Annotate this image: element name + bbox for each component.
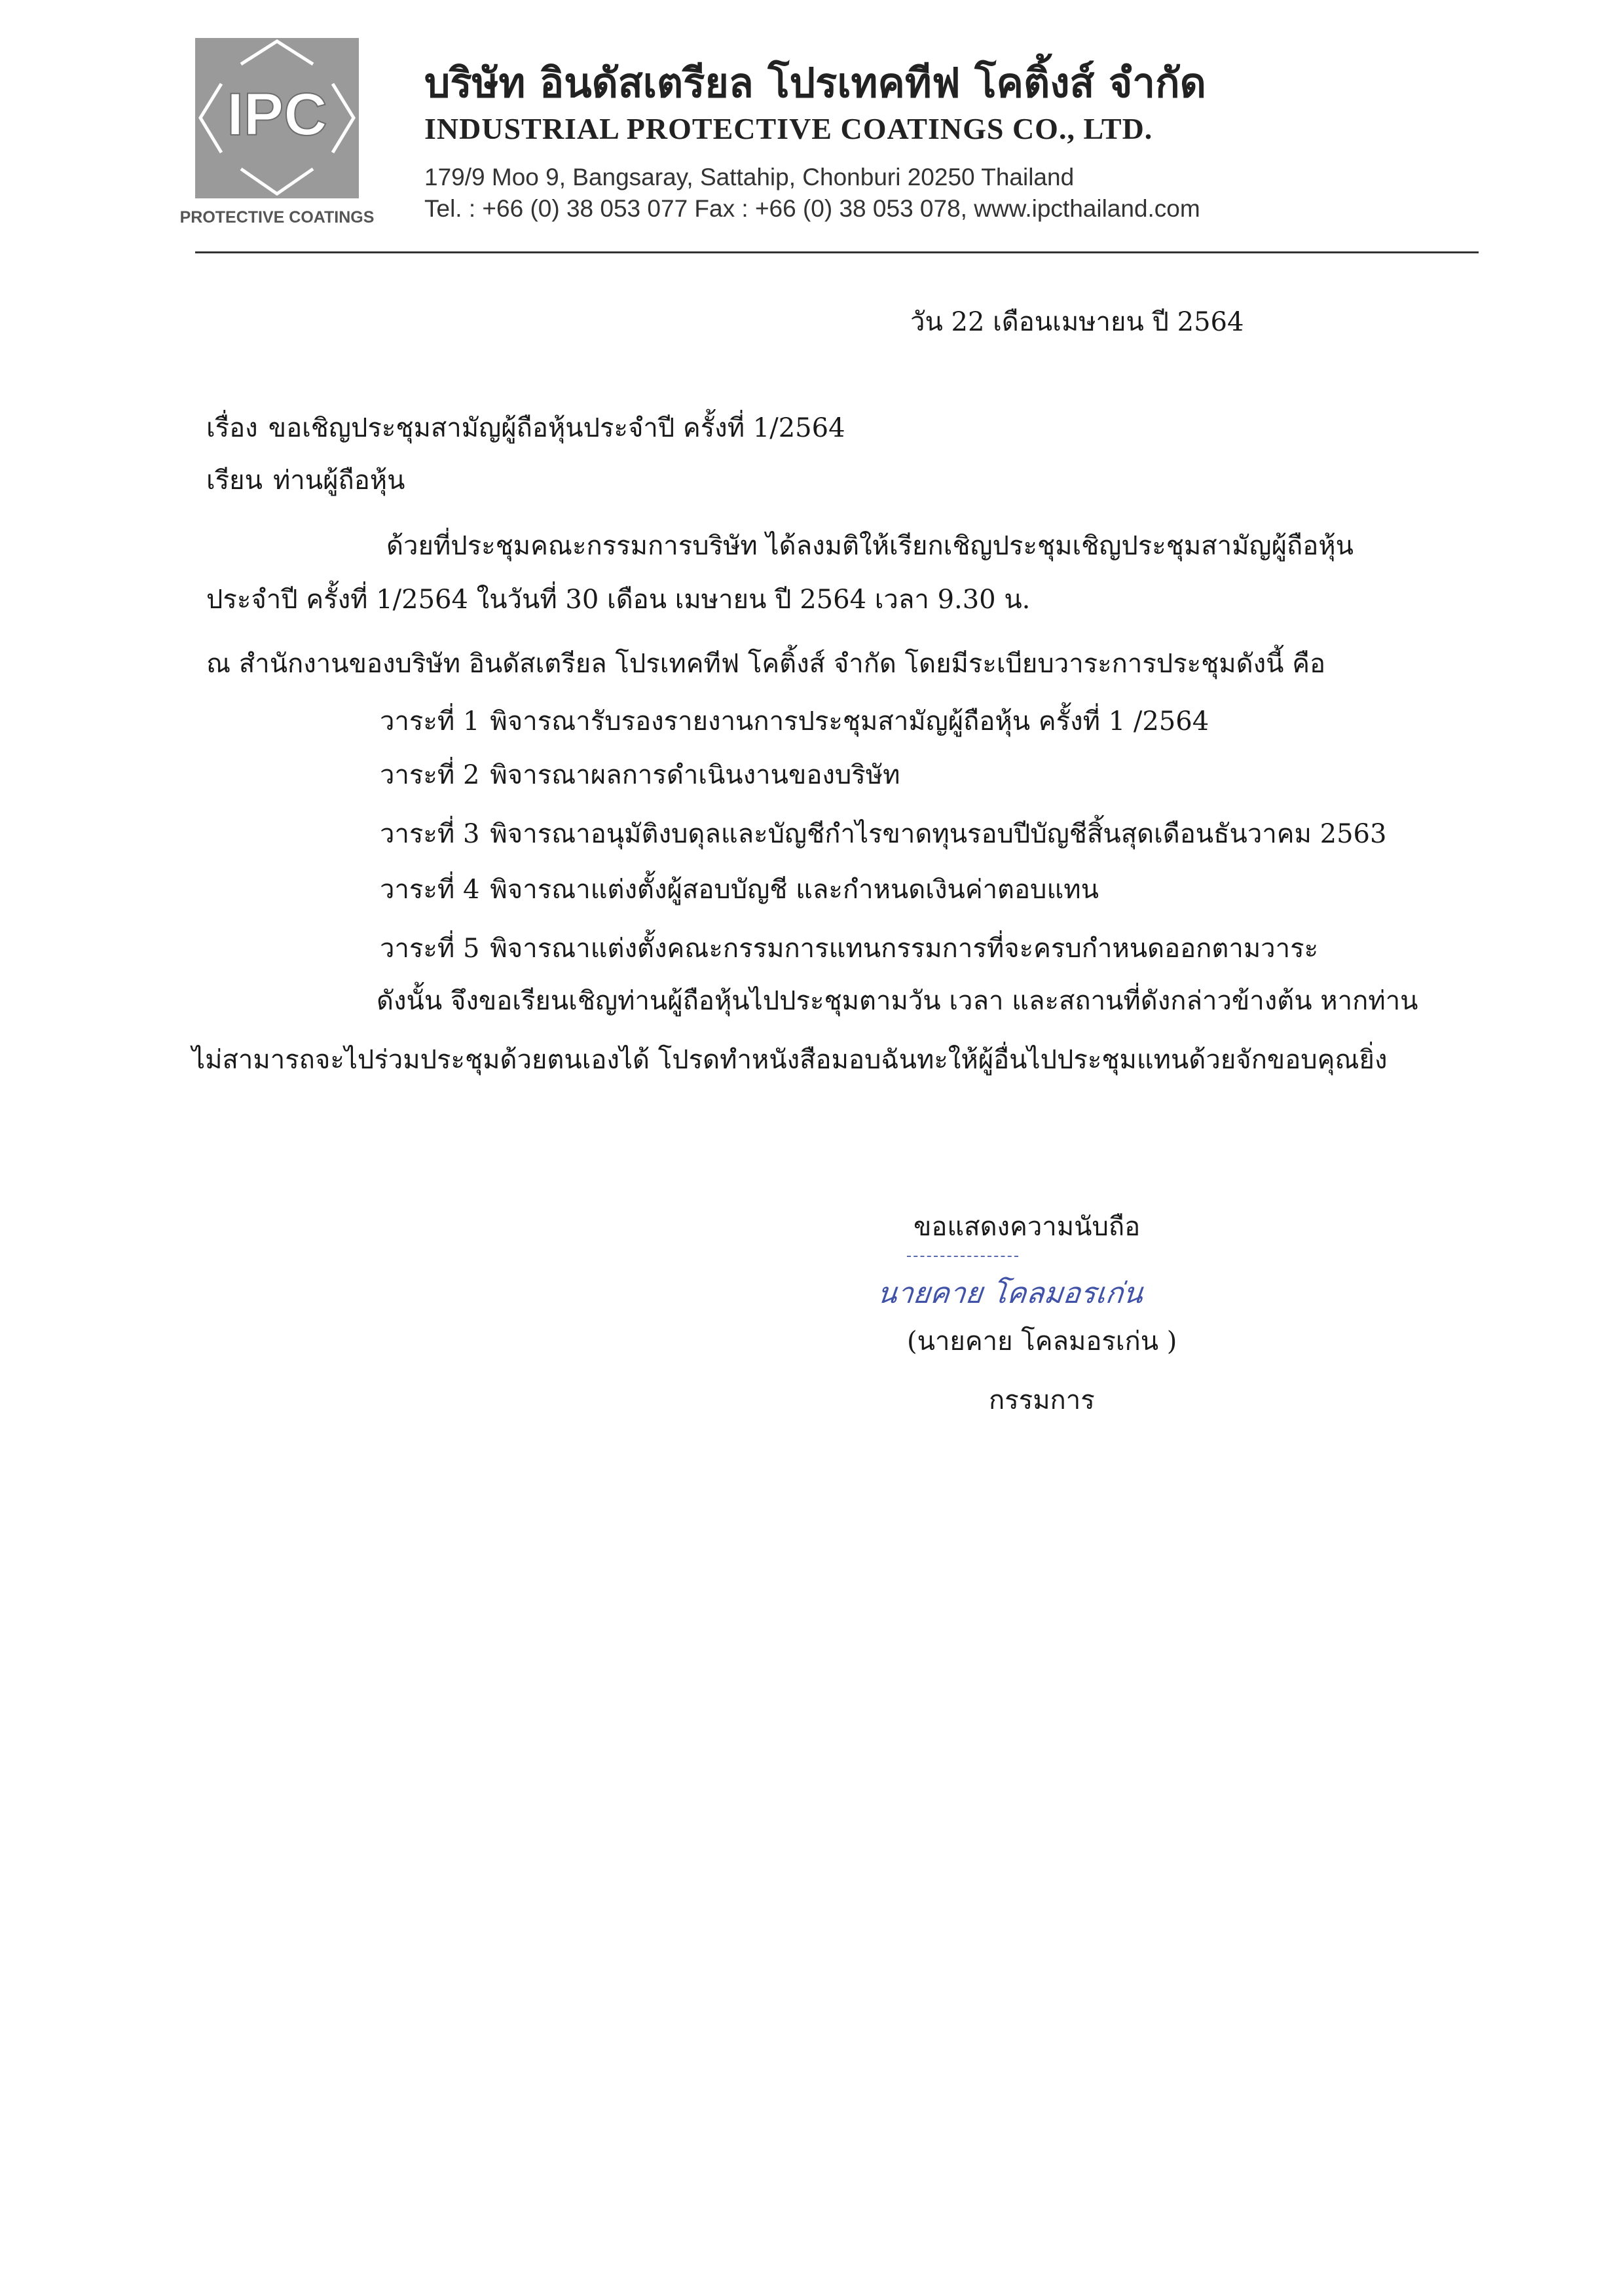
ipc-logo-graphic [179, 38, 375, 228]
signature-mark [907, 1256, 1018, 1257]
paragraph-1-line-3: ณ สำนักงานของบริษัท อินดัสเตรียล โปรเทคทีฟ โคติ้งส์ จำกัด โดยมีระเบียบวาระการประชุมดังนี้ คือ [206, 649, 1326, 679]
agenda-item [380, 759, 900, 791]
paragraph-1-line-1: ด้วยที่ประชุมคณะกรรมการบริษัท ได้ลงมติให้เรียกเชิญประชุมเชิญประชุมสามัญผู้ถือหุ้น [386, 531, 1354, 561]
company-address: 179/9 Moo 9, Bangsaray, Sattahip, Chonburi 20250 Thailand [424, 164, 1075, 191]
subject-text: ขอเชิญประชุมสามัญผู้ถือหุ้นประจำปี ครั้งที่ 1/2564 [268, 413, 845, 443]
signer-name: (นายคาย โคลมอรเก่น ) [907, 1326, 1177, 1357]
company-logo [179, 38, 375, 228]
agenda-label: วาระที่ 1 [380, 706, 480, 737]
paragraph-1-line-2: ประจำปี ครั้งที่ 1/2564 ในวันที่ 30 เดือน เมษายน ปี 2564 เวลา 9.30 น. [206, 585, 1031, 615]
agenda-item [380, 706, 1209, 737]
paragraph-2-line-1: ดังนั้น จึงขอเรียนเชิญท่านผู้ถือหุ้นไปประชุมตามวัน เวลา และสถานที่ดังกล่าวข้างต้น หากท่าน [377, 986, 1418, 1016]
agenda-item [380, 874, 1099, 905]
logo-tagline: PROTECTIVE COATINGS [179, 208, 375, 227]
agenda-label: วาระที่ 3 [380, 819, 480, 849]
recipient-text: ท่านผู้ถือหุ้น [272, 465, 405, 496]
agenda-item [380, 933, 1318, 964]
signer-title: กรรมการ [989, 1385, 1095, 1415]
handwritten-signature: นายคาย โคลมอรเก่น [876, 1277, 1145, 1310]
agenda-text: พิจารณาแต่งตั้งคณะกรรมการแทนกรรมการที่จะครบกำหนดออกตามวาระ [490, 934, 1319, 964]
agenda-label: วาระที่ 4 [380, 875, 480, 905]
agenda-text: พิจารณาแต่งตั้งผู้สอบบัญชี และกำหนดเงินค่าตอบแทน [490, 875, 1099, 905]
agenda-label: วาระที่ 5 [380, 934, 480, 964]
agenda-text: พิจารณาอนุมัติงบดุลและบัญชีกำไรขาดทุนรอบปีบัญชีสิ้นสุดเดือนธันวาคม 2563 [490, 819, 1387, 849]
logo-text: IPC [227, 81, 327, 148]
agenda-text: พิจารณารับรองรายงานการประชุมสามัญผู้ถือหุ้น ครั้งที่ 1 /2564 [490, 706, 1209, 737]
letter-date: วัน 22 เดือนเมษายน ปี 2564 [910, 307, 1244, 337]
company-name-thai: บริษัท อินดัสเตรียล โปรเทคทีฟ โคติ้งส์ จำกัด [424, 59, 1206, 107]
subject-line [206, 412, 845, 444]
agenda-text: พิจารณาผลการดำเนินงานของบริษัท [490, 760, 900, 790]
company-contact: Tel. : +66 (0) 38 053 077 Fax : +66 (0) 38 053 078, www.ipcthailand.com [424, 195, 1200, 222]
recipient-label: เรียน [206, 465, 263, 496]
paragraph-2-line-2: ไม่สามารถจะไปร่วมประชุมด้วยตนเองได้ โปรดทำหนังสือมอบฉันทะให้ผู้อื่นไปประชุมแทนด้วยจักขอบคุณยิ่ง [192, 1045, 1388, 1075]
closing-salutation: ขอแสดงความนับถือ [913, 1212, 1141, 1242]
agenda-label: วาระที่ 2 [380, 760, 480, 790]
agenda-item [380, 818, 1386, 850]
recipient-line [206, 465, 405, 496]
company-name-english: INDUSTRIAL PROTECTIVE COATINGS CO., LTD. [424, 112, 1153, 145]
subject-label: เรื่อง [206, 413, 258, 443]
header-divider [195, 251, 1479, 253]
